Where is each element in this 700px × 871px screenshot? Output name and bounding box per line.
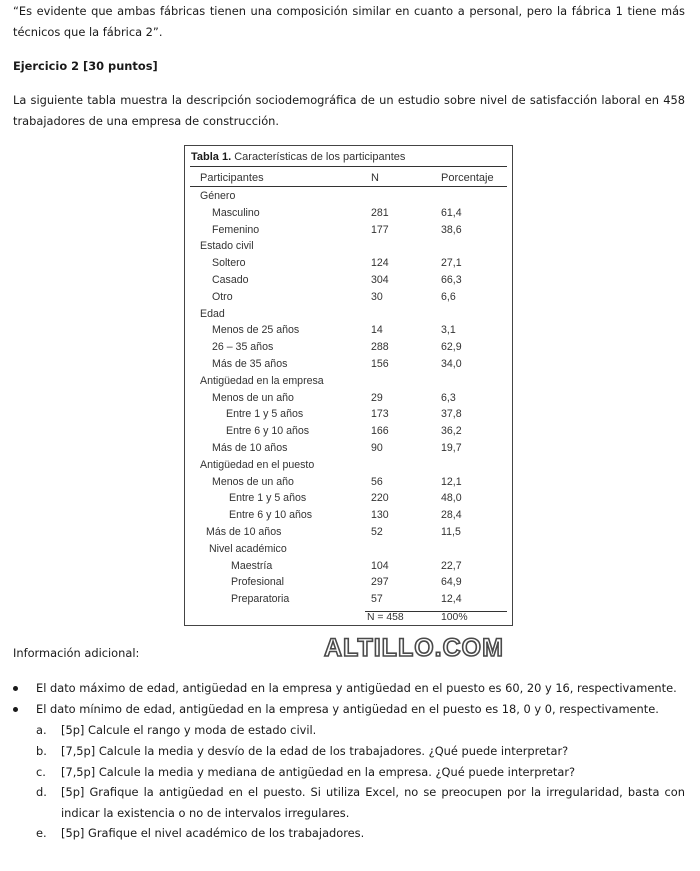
- row-n: 130: [371, 509, 389, 522]
- row-percent: 12,4: [441, 593, 462, 606]
- bullet-icon: [13, 686, 18, 691]
- participants-table: [184, 145, 513, 626]
- header-percent: Porcentaje: [441, 172, 494, 184]
- row-n: 30: [371, 290, 383, 303]
- row-label: Otro: [212, 290, 233, 303]
- table-row-group: [185, 238, 512, 255]
- row-label: Menos de 25 años: [212, 324, 300, 337]
- row-percent: 64,9: [441, 576, 462, 589]
- question-letter: c.: [36, 765, 46, 779]
- row-n: 29: [371, 391, 383, 404]
- row-percent: 34,0: [441, 357, 462, 370]
- exercise-title: Ejercicio 2 [30 puntos]: [13, 59, 158, 73]
- row-percent: 61,4: [441, 206, 462, 219]
- row-label: Antigüedad en el puesto: [200, 458, 315, 471]
- row-label: Antigüedad en la empresa: [200, 374, 324, 387]
- bullet-icon: [13, 707, 18, 712]
- table-row-group: [185, 373, 512, 390]
- row-percent: 22,7: [441, 559, 462, 572]
- table-row: [185, 356, 512, 373]
- row-label: Entre 1 y 5 años: [226, 408, 304, 421]
- row-percent: 37,8: [441, 408, 462, 421]
- table-row: [185, 524, 512, 541]
- row-label: Casado: [212, 273, 249, 286]
- row-label: Más de 35 años: [212, 357, 288, 370]
- row-percent: 6,6: [441, 290, 456, 303]
- row-n: 177: [371, 223, 389, 236]
- row-n: 57: [371, 593, 383, 606]
- table-caption-number: Tabla 1.: [191, 151, 232, 163]
- row-percent: 36,2: [441, 425, 462, 438]
- row-n: 220: [371, 492, 389, 505]
- total-n: N = 458: [367, 612, 404, 623]
- row-n: 281: [371, 206, 389, 219]
- table-row: [185, 322, 512, 339]
- row-percent: 19,7: [441, 441, 462, 454]
- table-row: [185, 574, 512, 591]
- row-n: 166: [371, 425, 389, 438]
- row-n: 56: [371, 475, 383, 488]
- table-body: [185, 188, 512, 608]
- row-percent: 28,4: [441, 509, 462, 522]
- table-rule-top: [190, 166, 507, 167]
- table-caption-text: Características de los participantes: [234, 151, 406, 163]
- row-percent: 66,3: [441, 273, 462, 286]
- row-label: Menos de un año: [212, 391, 294, 404]
- row-n: 14: [371, 324, 383, 337]
- table-row: [185, 289, 512, 306]
- row-label: Soltero: [212, 257, 246, 270]
- header-participants: Participantes: [200, 172, 264, 184]
- table-row: [185, 390, 512, 407]
- row-label: Más de 10 años: [212, 441, 288, 454]
- row-percent: 27,1: [441, 257, 462, 270]
- row-label: Género: [200, 190, 236, 202]
- info-label: Información adicional:: [13, 646, 140, 660]
- row-n: 124: [371, 257, 389, 270]
- row-label: Profesional: [231, 576, 284, 589]
- question-letter: a.: [36, 723, 47, 737]
- row-label: Masculino: [212, 206, 260, 219]
- row-label: Maestría: [231, 559, 273, 572]
- table-row: [185, 558, 512, 575]
- table-caption: [191, 151, 405, 163]
- row-label: Edad: [200, 307, 225, 320]
- table-row: [185, 440, 512, 457]
- row-percent: 38,6: [441, 223, 462, 236]
- question-text: [5p] Grafique el nivel académico de los trabajadores.: [61, 826, 365, 840]
- question-text: [7,5p] Calcule la media y mediana de antigüedad en la empresa. ¿Qué puede interpretar?: [61, 765, 576, 779]
- row-label: Entre 1 y 5 años: [229, 492, 307, 505]
- table-row: [185, 222, 512, 239]
- table-row-group: [185, 188, 512, 205]
- row-percent: 62,9: [441, 341, 462, 354]
- question-text: [5p] Calcule el rango y moda de estado civil.: [61, 723, 317, 737]
- row-label: Estado civil: [200, 240, 254, 253]
- row-percent: 6,3: [441, 391, 456, 404]
- table-row: [185, 423, 512, 440]
- quote-paragraph: “Es evidente que ambas fábricas tienen una composición similar en cuanto a personal, pero la fábrica 1 tiene más técnicos que la fábrica 2”.: [13, 4, 685, 39]
- total-percent: 100%: [441, 612, 468, 623]
- row-label: Menos de un año: [212, 475, 294, 488]
- question-letter: e.: [36, 826, 47, 840]
- table-total-row: [185, 610, 512, 626]
- row-n: 52: [371, 525, 383, 538]
- row-label: Nivel académico: [209, 542, 287, 555]
- row-label: Entre 6 y 10 años: [226, 425, 310, 438]
- row-n: 304: [371, 273, 389, 286]
- table-row: [185, 507, 512, 524]
- table-row: [185, 490, 512, 507]
- bullet-text: El dato mínimo de edad, antigüedad en la empresa y antigüedad en el puesto es 18, 0 y 0, respectivamente.: [36, 702, 659, 716]
- row-n: 288: [371, 341, 389, 354]
- row-label: Más de 10 años: [206, 525, 282, 538]
- table-row: [185, 339, 512, 356]
- table-row: [185, 474, 512, 491]
- table-row: [185, 406, 512, 423]
- table-row-group: [185, 306, 512, 323]
- question-letter: d.: [36, 785, 47, 799]
- table-row: [185, 591, 512, 608]
- header-n: N: [371, 172, 379, 184]
- table-row: [185, 205, 512, 222]
- table-row-group: [185, 541, 512, 558]
- question-text: [5p] Grafique la antigüedad en el puesto. Si utiliza Excel, no se preocupen por la irregularidad, basta con indicar la existencia o no de intervalos irregulares.: [61, 785, 685, 820]
- row-n: 297: [371, 576, 389, 589]
- row-label: Preparatoria: [231, 593, 290, 606]
- question-letter: b.: [36, 744, 47, 758]
- intro-paragraph: La siguiente tabla muestra la descripción sociodemográfica de un estudio sobre nivel de satisfacción laboral en 458 trabajadores de una empresa de construcción.: [13, 93, 685, 128]
- table-row: [185, 272, 512, 289]
- row-n: 104: [371, 559, 389, 572]
- table-rule-header: [190, 186, 507, 187]
- watermark-logo: ALTILLO.COM: [324, 634, 504, 662]
- row-percent: 3,1: [441, 324, 456, 337]
- row-n: 173: [371, 408, 389, 421]
- row-n: 156: [371, 357, 389, 370]
- row-percent: 12,1: [441, 475, 462, 488]
- question-text: [7,5p] Calcule la media y desvío de la edad de los trabajadores. ¿Qué puede interpretar?: [61, 744, 569, 758]
- row-label: Entre 6 y 10 años: [229, 509, 313, 522]
- bullet-text: El dato máximo de edad, antigüedad en la empresa y antigüedad en el puesto es 60, 20 y 16, respectivamente.: [36, 681, 677, 695]
- row-label: Femenino: [212, 223, 260, 236]
- table-row: [185, 255, 512, 272]
- row-label: 26 – 35 años: [212, 341, 274, 354]
- table-row-group: [185, 457, 512, 474]
- row-percent: 48,0: [441, 492, 462, 505]
- row-n: 90: [371, 441, 383, 454]
- row-percent: 11,5: [441, 525, 461, 538]
